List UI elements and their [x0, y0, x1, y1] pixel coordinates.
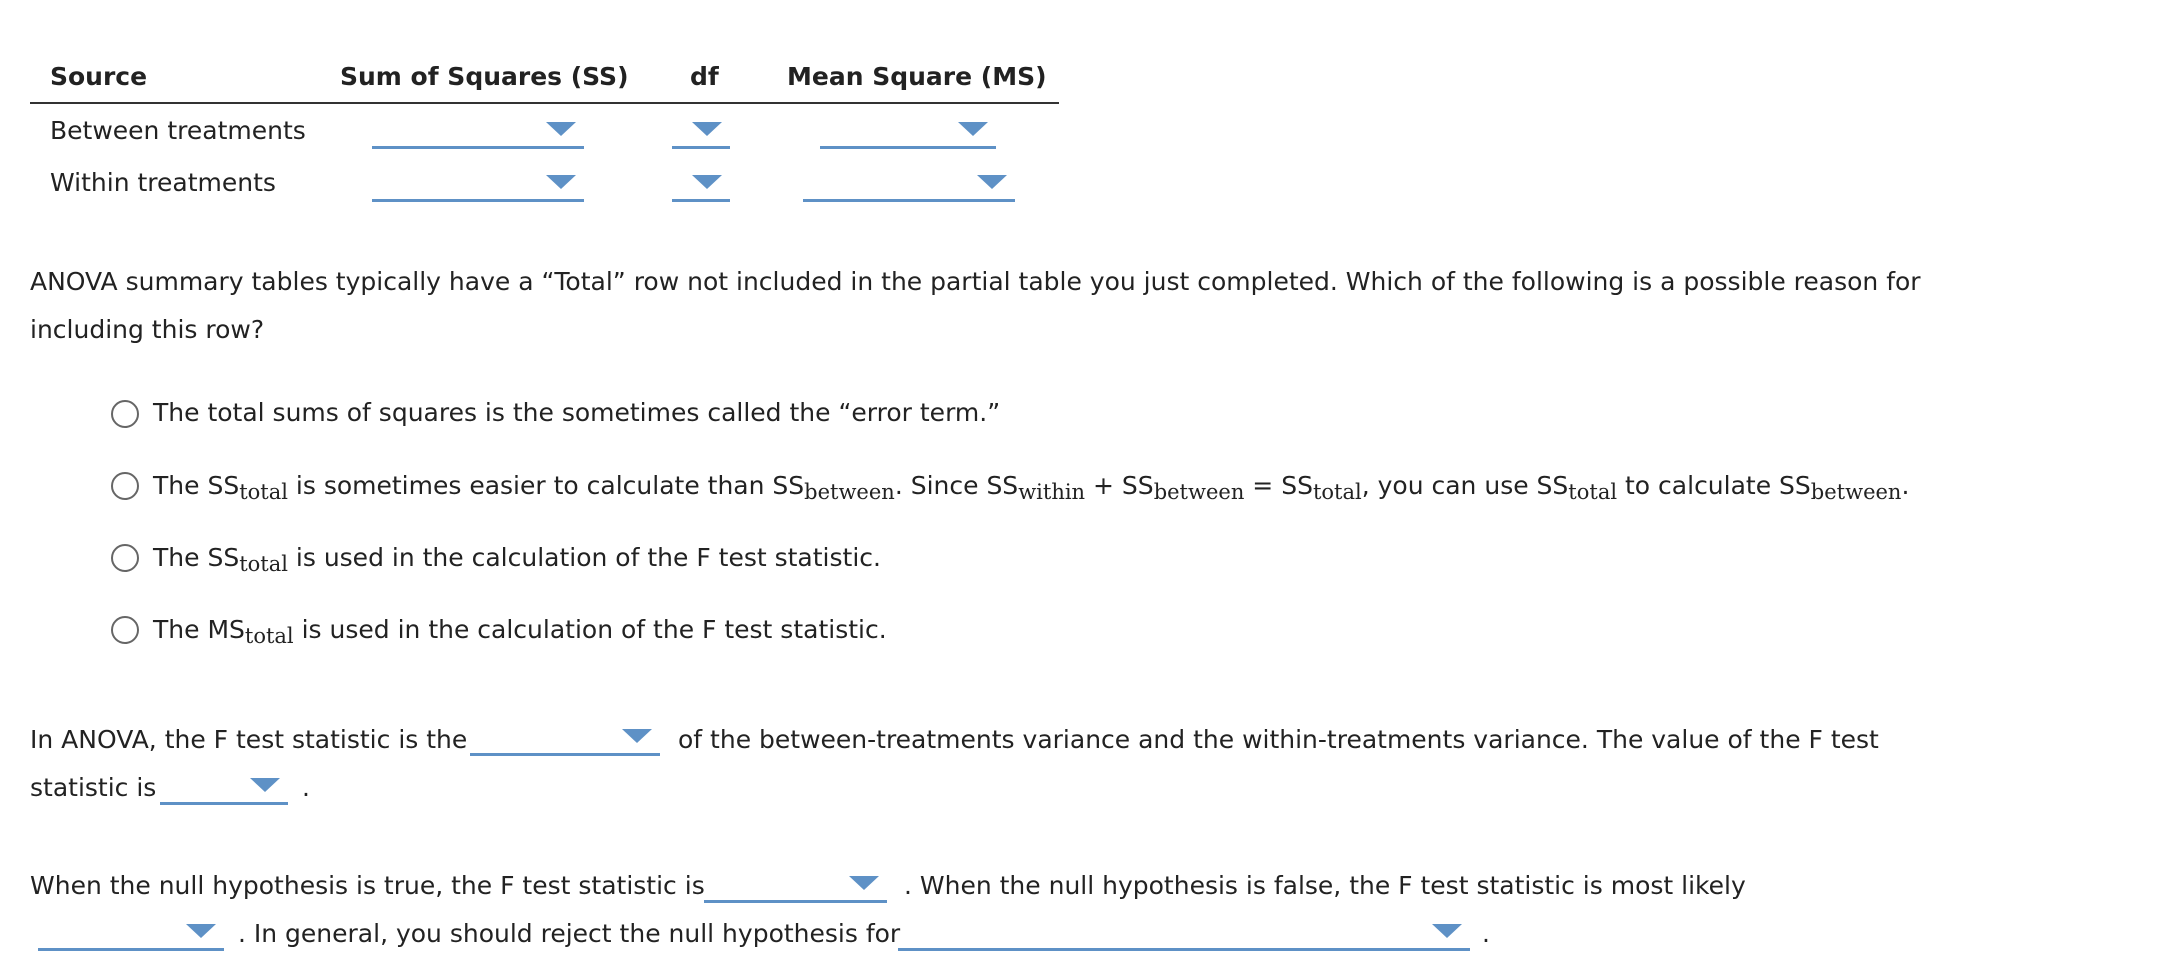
within-ss-dropdown[interactable] — [372, 169, 584, 202]
header-ms: Mean Square (MS) — [787, 62, 1047, 91]
row-within-label: Within treatments — [50, 168, 276, 197]
within-df-dropdown[interactable] — [672, 169, 730, 202]
question3-part3: . In general, you should reject the null hypothesis for — [238, 919, 901, 948]
question2-part3: statistic is — [30, 773, 157, 802]
between-ss-dropdown[interactable] — [372, 116, 584, 149]
reject-null-dropdown[interactable] — [898, 918, 1470, 951]
table-header-rule — [30, 102, 1059, 104]
radio-option-3[interactable] — [111, 544, 139, 572]
chevron-down-icon — [849, 876, 879, 890]
option-4-label: The $MS_{total}$ is used in the calculation of the F test statistic. — [153, 615, 887, 648]
chevron-down-icon — [546, 175, 576, 189]
header-df: df — [690, 62, 719, 91]
within-ms-dropdown[interactable] — [803, 169, 1015, 202]
radio-option-1[interactable] — [111, 400, 139, 428]
f-statistic-definition-dropdown[interactable] — [470, 723, 660, 756]
chevron-down-icon — [1432, 924, 1462, 938]
between-ms-dropdown[interactable] — [820, 116, 996, 149]
question3-part4: . — [1482, 919, 1490, 948]
radio-option-4[interactable] — [111, 616, 139, 644]
header-source: Source — [50, 62, 148, 91]
chevron-down-icon — [622, 729, 652, 743]
chevron-down-icon — [977, 175, 1007, 189]
question2-part2: of the between-treatments variance and the within-treatments variance. The value of the F test — [678, 725, 1879, 754]
header-ss: Sum of Squares (SS) — [340, 62, 629, 91]
null-false-dropdown[interactable] — [38, 918, 224, 951]
null-true-dropdown[interactable] — [704, 870, 887, 903]
chevron-down-icon — [692, 122, 722, 136]
option-3-label: The $SS_{total}$ is used in the calculation of the F test statistic. — [153, 543, 881, 576]
question2-part4: . — [302, 773, 310, 802]
option-1-label: The total sums of squares is the sometimes called the “error term.” — [153, 398, 1001, 427]
question3-part1: When the null hypothesis is true, the F test statistic is — [30, 871, 705, 900]
question2-part1: In ANOVA, the F test statistic is the — [30, 725, 468, 754]
chevron-down-icon — [958, 122, 988, 136]
between-df-dropdown[interactable] — [672, 116, 730, 149]
option-2-label: The $SS_{total}$ is sometimes easier to calculate than $SS_{between}$. Since $SS_{within} + SS_{between} = SS_{total}$, you can use $SS_{total}$ to calculate $SS_{between}$. — [153, 471, 1910, 504]
chevron-down-icon — [250, 778, 280, 792]
row-between-label: Between treatments — [50, 116, 306, 145]
chevron-down-icon — [186, 924, 216, 938]
f-statistic-value-dropdown[interactable] — [160, 772, 288, 805]
chevron-down-icon — [546, 122, 576, 136]
question3-part2: . When the null hypothesis is false, the F test statistic is most likely — [904, 871, 1746, 900]
radio-option-2[interactable] — [111, 472, 139, 500]
question1-text-line1: ANOVA summary tables typically have a “Total” row not included in the partial table you just completed. Which of the following is a possible reason for — [30, 267, 1921, 296]
chevron-down-icon — [692, 175, 722, 189]
question1-text-line2: including this row? — [30, 315, 265, 344]
